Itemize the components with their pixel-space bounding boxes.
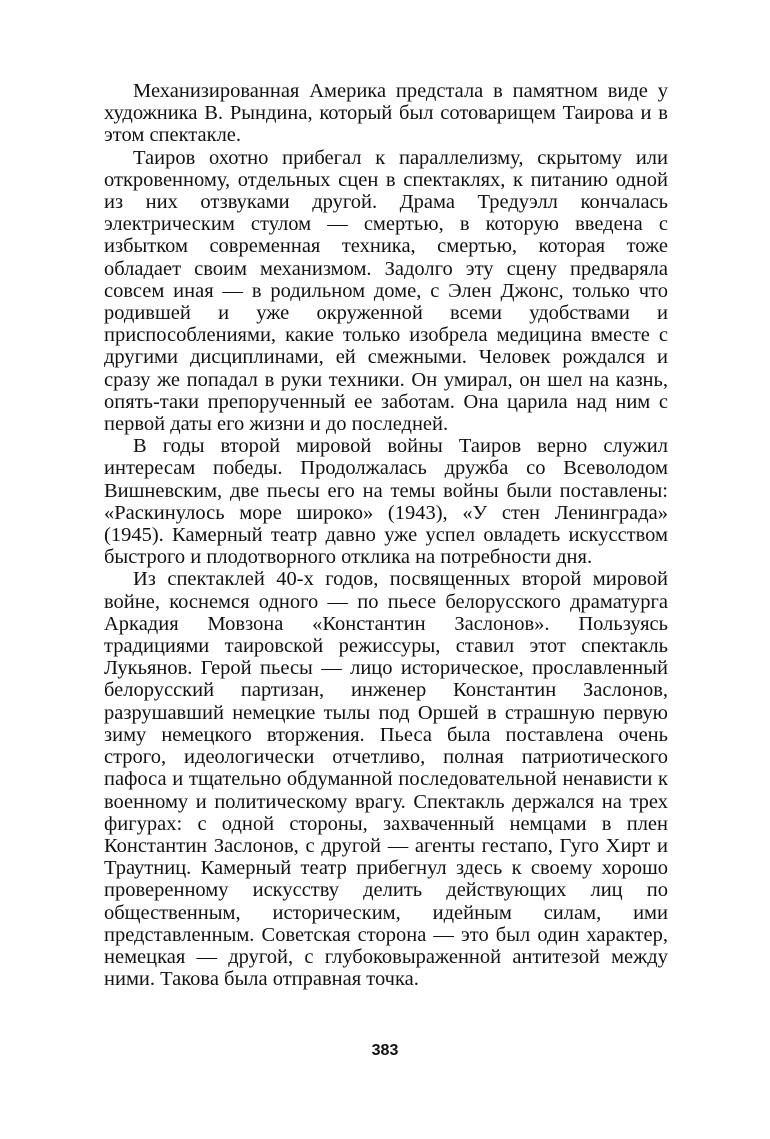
paragraph-1: Механизированная Америка предстала в памятном виде у художника В. Рындина, который был сотоварищем Таирова и в этом спектакле. (104, 80, 668, 147)
page-number: 383 (371, 1042, 399, 1059)
page-body (104, 80, 668, 990)
paragraph-2: Таиров охотно прибегал к параллелизму, скрытому или откровенному, отдельных сцен в спектаклях, к питанию одной из них отзвуками другой. Драма Тредуэлл кончалась электрическим стулом — смертью, в которую введена с избытком современная техника, смертью, которая тоже обладает своим механизмом. Задолго эту сцену предваряла совсем иная — в родильном доме, с Элен Джонс, только что родившей и уже окруженной всеми удобствами и приспособлениями, какие только изобрела медицина вместе с другими дисциплинами, ей смежными. Человек рождался и сразу же попадал в руки техники. Он умирал, он шел на казнь, опять-таки препорученный ее заботам. Она царила над ним с первой даты его жизни и до последней. (104, 146, 668, 436)
paragraph-4: Из спектаклей 40-х годов, посвященных второй мировой войне, коснемся одного — по пьесе белорусского драматурга Аркадия Мовзона «Константин Заслонов». Пользуясь традициями таировской режиссуры, ставил этот спектакль Лукьянов. Герой пьесы — лицо историческое, прославленный белорусский партизан, инженер Константин Заслонов, разрушавший немецкие тылы под Оршей в страшную первую зиму немецкого вторжения. Пьеса была поставлена очень строго, идеологически отчетливо, полная патриотического пафоса и тщательно обдуманной последовательной ненависти к военному и политическому врагу. Спектакль держался на трех фигурах: с одной стороны, захваченный немцами в плен Константин Заслонов, с другой — агенты гестапо, Гуго Хирт и Траутниц. Камерный театр прибегнул здесь к своему хорошо проверенному искусству делить действующих лиц по общественным, историческим, идейным силам, ими представленным. Советская сторона — это был один характер, немецкая — другой, с глубоковыраженной антитезой между ними. Такова была отправная точка. (104, 568, 668, 991)
paragraph-3: В годы второй мировой войны Таиров верно служил интересам победы. Продолжалась дружба со Всеволодом Вишневским, две пьесы его на темы войны были поставлены: «Раскинулось море широко» (1943), «У стен Ленинграда» (1945). Камерный театр давно уже успел овладеть искусством быстрого и плодотворного отклика на потребности дня. (104, 435, 668, 569)
